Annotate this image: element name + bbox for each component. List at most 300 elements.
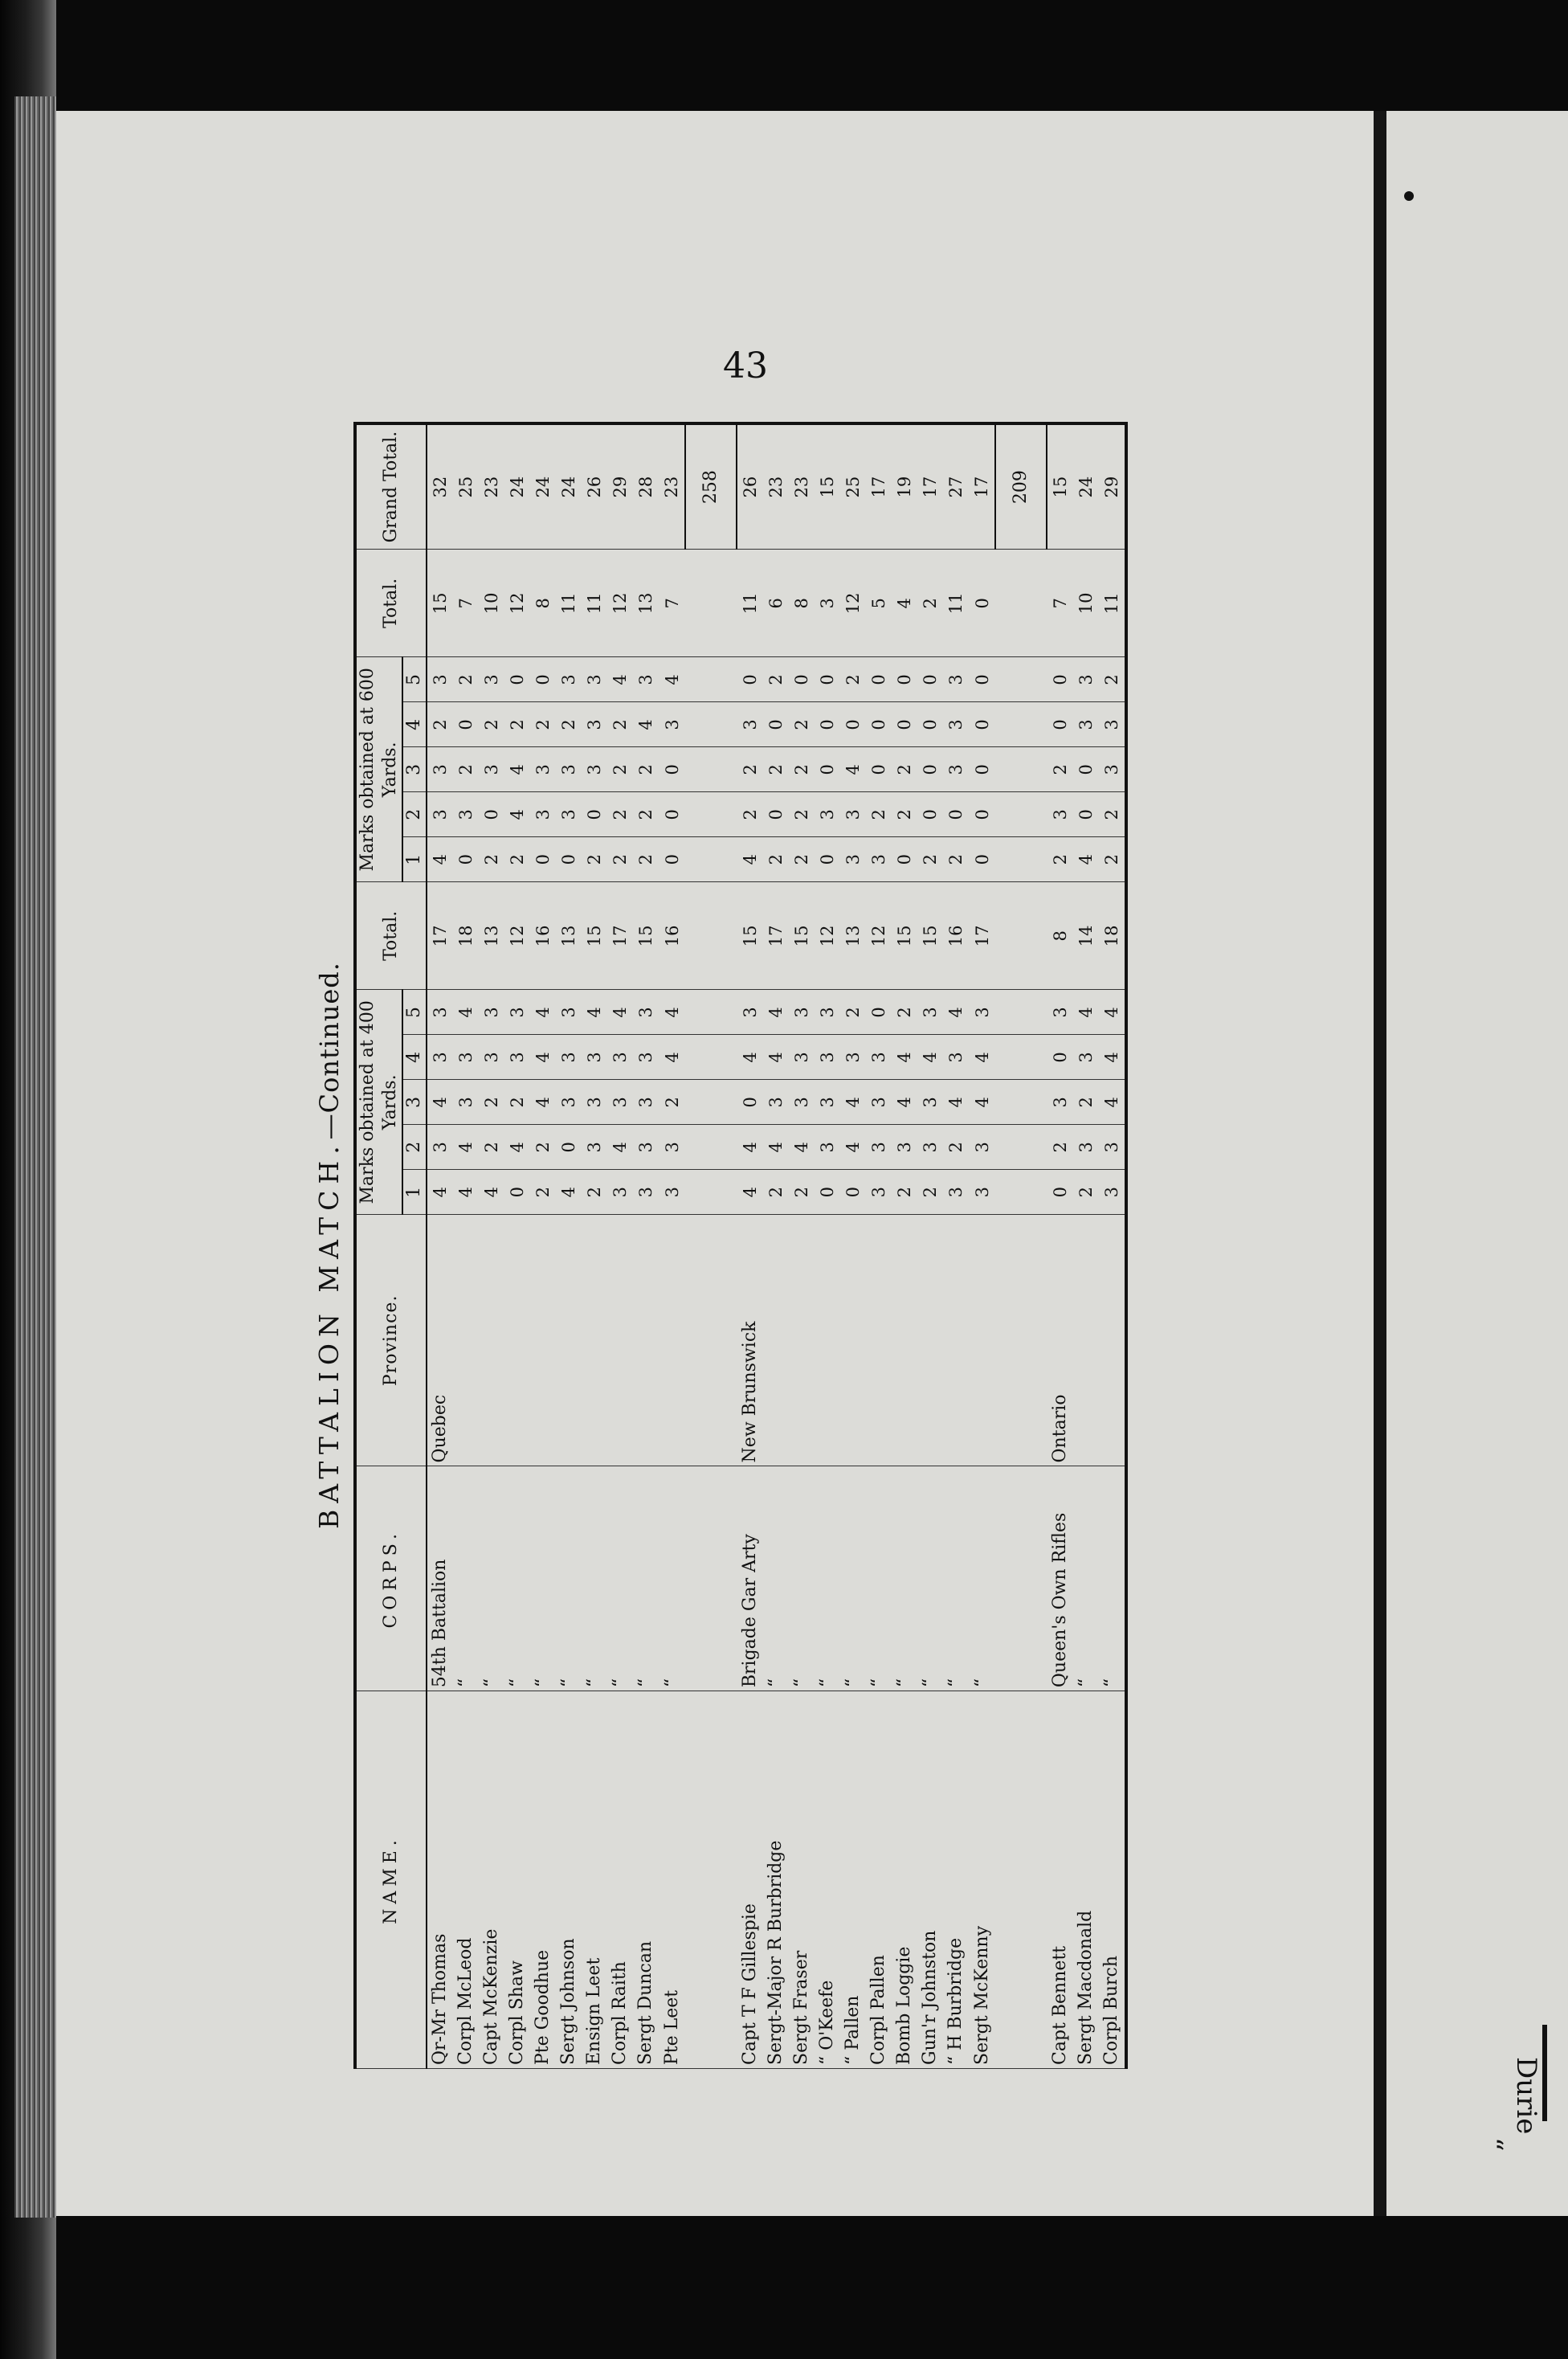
table-row — [1073, 423, 1099, 2069]
total-400: 17 — [607, 882, 633, 990]
total-400: 15 — [737, 882, 763, 990]
score-400: 4 — [530, 990, 556, 1035]
score-600: 2 — [943, 837, 969, 882]
score-600: 2 — [479, 837, 504, 882]
score-600: 0 — [866, 747, 892, 792]
score-400: 3 — [969, 1170, 995, 1215]
score-600: 2 — [607, 792, 633, 837]
score-400: 4 — [840, 1080, 866, 1125]
score-400: 3 — [789, 990, 815, 1035]
grand-total: 24 — [530, 423, 556, 550]
score-600: 2 — [892, 792, 917, 837]
score-600: 4 — [427, 837, 453, 882]
ink-dot — [1404, 191, 1414, 201]
shot-header: 5 — [402, 657, 427, 702]
score-400: 3 — [582, 1080, 607, 1125]
score-600: 0 — [917, 657, 943, 702]
score-600: 3 — [1047, 792, 1073, 837]
score-400: 3 — [453, 1035, 479, 1080]
grand-total: 19 — [892, 423, 917, 550]
province-cell — [1099, 1215, 1126, 1466]
score-400: 3 — [866, 1125, 892, 1170]
score-400: 4 — [607, 1125, 633, 1170]
total-400: 17 — [427, 882, 453, 990]
name-cell: Corpl Shaw — [504, 1691, 530, 2069]
score-400: 4 — [1099, 990, 1126, 1035]
corps-cell: “ — [892, 1466, 917, 1691]
score-600: 0 — [892, 657, 917, 702]
score-600: 0 — [840, 702, 866, 747]
spacer-cell — [685, 1691, 737, 2069]
table-row — [1099, 423, 1126, 2069]
province-cell — [917, 1215, 943, 1466]
score-600: 2 — [789, 747, 815, 792]
province-cell — [840, 1215, 866, 1466]
name-cell: Qr-Mr Thomas — [427, 1691, 453, 2069]
score-600: 2 — [607, 837, 633, 882]
score-400: 0 — [556, 1125, 582, 1170]
spacer-cell — [995, 882, 1047, 990]
total-400: 17 — [969, 882, 995, 990]
score-600: 0 — [659, 747, 685, 792]
table-row — [556, 423, 582, 2069]
score-400: 3 — [1099, 1125, 1126, 1170]
spacer-cell — [685, 657, 737, 702]
score-400: 3 — [556, 990, 582, 1035]
score-600: 3 — [479, 747, 504, 792]
score-600: 2 — [607, 702, 633, 747]
score-400: 4 — [607, 990, 633, 1035]
score-600: 0 — [969, 792, 995, 837]
total-600: 0 — [969, 550, 995, 657]
spacer-cell — [995, 550, 1047, 657]
table-row — [917, 423, 943, 2069]
grand-total: 23 — [479, 423, 504, 550]
group-subtotal: 209 — [995, 423, 1047, 550]
total-400: 12 — [815, 882, 840, 990]
score-600: 3 — [840, 837, 866, 882]
score-600: 2 — [737, 747, 763, 792]
spacer-cell — [995, 702, 1047, 747]
score-600: 2 — [1099, 792, 1126, 837]
score-600: 2 — [1099, 837, 1126, 882]
score-400: 3 — [1073, 1035, 1099, 1080]
score-600: 0 — [1073, 747, 1099, 792]
spacer-cell — [995, 792, 1047, 837]
total-400: 13 — [556, 882, 582, 990]
score-400: 3 — [633, 1125, 659, 1170]
score-400: 0 — [866, 990, 892, 1035]
score-400: 2 — [892, 990, 917, 1035]
score-400: 2 — [530, 1170, 556, 1215]
grand-total: 27 — [943, 423, 969, 550]
score-400: 4 — [504, 1125, 530, 1170]
spacer-cell — [995, 1215, 1047, 1466]
score-400: 4 — [892, 1035, 917, 1080]
score-600: 3 — [943, 702, 969, 747]
score-600: 3 — [582, 657, 607, 702]
score-600: 0 — [1047, 702, 1073, 747]
score-600: 0 — [969, 657, 995, 702]
score-400: 2 — [1073, 1170, 1099, 1215]
grand-total: 25 — [840, 423, 866, 550]
grand-total: 28 — [633, 423, 659, 550]
score-400: 2 — [892, 1170, 917, 1215]
total-600: 13 — [633, 550, 659, 657]
total-600: 11 — [943, 550, 969, 657]
score-400: 3 — [917, 990, 943, 1035]
total-600: 12 — [504, 550, 530, 657]
score-600: 0 — [917, 702, 943, 747]
score-600: 4 — [504, 747, 530, 792]
score-400: 3 — [633, 990, 659, 1035]
grand-total: 23 — [789, 423, 815, 550]
score-600: 2 — [633, 792, 659, 837]
name-cell: Capt McKenzie — [479, 1691, 504, 2069]
corps-cell: “ — [969, 1466, 995, 1691]
score-600: 0 — [659, 792, 685, 837]
score-400: 4 — [892, 1080, 917, 1125]
score-600: 0 — [969, 837, 995, 882]
score-600: 2 — [453, 657, 479, 702]
spacer-cell — [995, 747, 1047, 792]
shot-header: 1 — [402, 1170, 427, 1215]
corps-cell: 54th Battalion — [427, 1466, 453, 1691]
score-400: 3 — [427, 1035, 453, 1080]
score-400: 3 — [582, 1125, 607, 1170]
score-400: 4 — [969, 1035, 995, 1080]
province-cell — [582, 1215, 607, 1466]
score-400: 3 — [789, 1035, 815, 1080]
total-600: 11 — [1099, 550, 1126, 657]
score-600: 2 — [556, 702, 582, 747]
grand-total: 26 — [582, 423, 607, 550]
score-400: 2 — [1047, 1125, 1073, 1170]
heading-continued: —Continued. — [314, 962, 345, 1140]
total-600: 12 — [840, 550, 866, 657]
score-400: 4 — [453, 990, 479, 1035]
corps-cell: “ — [556, 1466, 582, 1691]
name-cell: Pte Goodhue — [530, 1691, 556, 2069]
province-cell — [943, 1215, 969, 1466]
score-600: 3 — [866, 837, 892, 882]
score-600: 3 — [737, 702, 763, 747]
score-600: 0 — [815, 747, 840, 792]
score-600: 2 — [789, 792, 815, 837]
score-400: 0 — [815, 1170, 840, 1215]
total-400: 15 — [917, 882, 943, 990]
score-600: 0 — [453, 702, 479, 747]
province-cell: Quebec — [427, 1215, 453, 1466]
corps-cell: “ — [504, 1466, 530, 1691]
spacer-cell — [995, 837, 1047, 882]
score-400: 3 — [556, 1035, 582, 1080]
total-600: 3 — [815, 550, 840, 657]
score-600: 2 — [917, 837, 943, 882]
corps-cell: “ — [917, 1466, 943, 1691]
score-600: 0 — [763, 702, 789, 747]
score-600: 0 — [815, 837, 840, 882]
score-600: 2 — [1099, 657, 1126, 702]
score-400: 3 — [737, 990, 763, 1035]
score-400: 4 — [943, 1080, 969, 1125]
total-600: 10 — [1073, 550, 1099, 657]
spacer-cell — [685, 1170, 737, 1215]
table-row — [969, 423, 995, 2069]
score-600: 3 — [479, 657, 504, 702]
results-table — [353, 422, 1128, 2069]
total-400: 15 — [633, 882, 659, 990]
table-row — [840, 423, 866, 2069]
score-400: 3 — [815, 1035, 840, 1080]
total-600: 8 — [530, 550, 556, 657]
spacer-cell — [685, 990, 737, 1035]
score-600: 2 — [789, 837, 815, 882]
score-400: 2 — [504, 1080, 530, 1125]
total-600: 11 — [556, 550, 582, 657]
score-600: 2 — [789, 702, 815, 747]
score-600: 2 — [504, 837, 530, 882]
spacer-cell — [995, 1035, 1047, 1080]
name-cell: Sergt Duncan — [633, 1691, 659, 2069]
total-400: 17 — [763, 882, 789, 990]
spacer-cell — [685, 792, 737, 837]
score-600: 3 — [633, 657, 659, 702]
name-cell: “ O'Keefe — [815, 1691, 840, 2069]
total-600: 15 — [427, 550, 453, 657]
score-600: 3 — [582, 702, 607, 747]
name-cell: Sergt-Major R Burbridge — [763, 1691, 789, 2069]
grand-total: 29 — [607, 423, 633, 550]
score-400: 3 — [556, 1080, 582, 1125]
score-600: 2 — [763, 657, 789, 702]
corps-cell: “ — [530, 1466, 556, 1691]
total-600: 8 — [789, 550, 815, 657]
grand-total: 15 — [815, 423, 840, 550]
score-400: 3 — [633, 1080, 659, 1125]
score-600: 2 — [737, 792, 763, 837]
score-400: 3 — [815, 990, 840, 1035]
score-600: 0 — [530, 837, 556, 882]
score-600: 0 — [1047, 657, 1073, 702]
score-400: 3 — [1047, 990, 1073, 1035]
score-400: 2 — [479, 1080, 504, 1125]
score-600: 2 — [763, 837, 789, 882]
score-600: 2 — [763, 747, 789, 792]
score-400: 4 — [763, 1125, 789, 1170]
score-400: 4 — [840, 1125, 866, 1170]
total-400: 15 — [892, 882, 917, 990]
col-grand-total: Grand Total. — [355, 423, 427, 550]
name-cell: Bomb Loggie — [892, 1691, 917, 2069]
score-600: 3 — [530, 792, 556, 837]
score-600: 0 — [659, 837, 685, 882]
score-400: 4 — [763, 990, 789, 1035]
shot-header: 5 — [402, 990, 427, 1035]
score-600: 3 — [943, 747, 969, 792]
score-600: 2 — [504, 702, 530, 747]
score-400: 3 — [763, 1080, 789, 1125]
score-400: 2 — [840, 990, 866, 1035]
score-400: 4 — [582, 990, 607, 1035]
spacer-cell — [995, 1691, 1047, 2069]
spacer-cell — [995, 990, 1047, 1035]
total-400: 15 — [789, 882, 815, 990]
score-400: 4 — [737, 1170, 763, 1215]
score-600: 4 — [504, 792, 530, 837]
grand-total: 23 — [763, 423, 789, 550]
score-600: 0 — [969, 702, 995, 747]
spacer-cell — [685, 837, 737, 882]
score-600: 2 — [1047, 837, 1073, 882]
province-cell — [607, 1215, 633, 1466]
score-400: 4 — [453, 1125, 479, 1170]
spacer-cell — [685, 1125, 737, 1170]
total-600: 7 — [659, 550, 685, 657]
score-400: 4 — [556, 1170, 582, 1215]
score-600: 3 — [840, 792, 866, 837]
province-cell — [815, 1215, 840, 1466]
province-cell — [969, 1215, 995, 1466]
table-row — [479, 423, 504, 2069]
score-400: 4 — [1099, 1035, 1126, 1080]
score-600: 3 — [1099, 702, 1126, 747]
score-600: 0 — [763, 792, 789, 837]
grand-total: 23 — [659, 423, 685, 550]
table-row — [866, 423, 892, 2069]
col-total-600: Total. — [355, 550, 427, 657]
score-400: 2 — [943, 1125, 969, 1170]
grand-total: 32 — [427, 423, 453, 550]
right-page-quote: “ — [1476, 2137, 1509, 2152]
score-600: 2 — [607, 747, 633, 792]
corps-cell: “ — [582, 1466, 607, 1691]
table-row — [530, 423, 556, 2069]
corps-cell: “ — [840, 1466, 866, 1691]
total-400: 8 — [1047, 882, 1073, 990]
total-400: 12 — [866, 882, 892, 990]
shot-header: 3 — [402, 1080, 427, 1125]
score-600: 0 — [943, 792, 969, 837]
score-600: 3 — [556, 657, 582, 702]
score-600: 0 — [866, 702, 892, 747]
score-400: 3 — [607, 1170, 633, 1215]
right-page-rule — [1542, 2025, 1547, 2121]
name-cell: Ensign Leet — [582, 1691, 607, 2069]
corps-cell: “ — [789, 1466, 815, 1691]
score-400: 3 — [789, 1080, 815, 1125]
score-400: 4 — [479, 1170, 504, 1215]
score-400: 3 — [892, 1125, 917, 1170]
score-400: 3 — [633, 1170, 659, 1215]
score-600: 3 — [1099, 747, 1126, 792]
score-600: 0 — [815, 657, 840, 702]
total-400: 18 — [1099, 882, 1126, 990]
score-600: 3 — [582, 747, 607, 792]
spacer-cell — [995, 1466, 1047, 1691]
total-600: 10 — [479, 550, 504, 657]
shot-header: 2 — [402, 792, 427, 837]
score-400: 4 — [453, 1170, 479, 1215]
score-600: 2 — [633, 747, 659, 792]
col-province: Province. — [355, 1215, 427, 1466]
total-400: 14 — [1073, 882, 1099, 990]
corps-cell: “ — [866, 1466, 892, 1691]
score-400: 2 — [917, 1170, 943, 1215]
col-name: NAME. — [355, 1691, 427, 2069]
score-600: 4 — [1073, 837, 1099, 882]
table-row — [737, 423, 763, 2069]
name-cell: Pte Leet — [659, 1691, 685, 2069]
score-400: 3 — [504, 1035, 530, 1080]
score-400: 3 — [659, 1125, 685, 1170]
score-600: 0 — [866, 657, 892, 702]
score-400: 3 — [866, 1080, 892, 1125]
score-600: 0 — [917, 792, 943, 837]
grand-total: 25 — [453, 423, 479, 550]
shot-header: 4 — [402, 702, 427, 747]
score-400: 4 — [789, 1125, 815, 1170]
shot-header: 1 — [402, 837, 427, 882]
rotated-table-region — [313, 422, 1217, 2069]
shot-header: 3 — [402, 747, 427, 792]
score-600: 0 — [479, 792, 504, 837]
score-400: 2 — [763, 1170, 789, 1215]
col-marks-600: Marks obtained at 600 Yards. — [355, 657, 402, 882]
province-cell — [556, 1215, 582, 1466]
total-600: 5 — [866, 550, 892, 657]
score-600: 3 — [815, 792, 840, 837]
score-600: 0 — [815, 702, 840, 747]
spacer-cell — [685, 1466, 737, 1691]
table-row — [1047, 423, 1073, 2069]
table-row — [815, 423, 840, 2069]
total-400: 13 — [479, 882, 504, 990]
total-400: 13 — [840, 882, 866, 990]
score-600: 2 — [840, 657, 866, 702]
spacer-cell — [685, 747, 737, 792]
score-600: 2 — [633, 837, 659, 882]
score-600: 3 — [556, 747, 582, 792]
total-600: 6 — [763, 550, 789, 657]
name-cell: Capt T F Gillespie — [737, 1691, 763, 2069]
score-600: 0 — [582, 792, 607, 837]
name-cell: “ H Burbridge — [943, 1691, 969, 2069]
score-400: 3 — [1099, 1170, 1126, 1215]
grand-total: 26 — [737, 423, 763, 550]
score-600: 3 — [1073, 702, 1099, 747]
score-400: 3 — [1073, 1125, 1099, 1170]
score-400: 4 — [427, 1080, 453, 1125]
page-gutter — [1374, 111, 1386, 2216]
score-600: 3 — [427, 747, 453, 792]
score-600: 2 — [582, 837, 607, 882]
score-400: 0 — [1047, 1170, 1073, 1215]
score-600: 2 — [427, 702, 453, 747]
score-400: 2 — [789, 1170, 815, 1215]
spacer-cell — [995, 1125, 1047, 1170]
name-cell: Capt Bennett — [1047, 1691, 1073, 2069]
province-cell: Ontario — [1047, 1215, 1073, 1466]
total-600: 7 — [453, 550, 479, 657]
table-row — [763, 423, 789, 2069]
name-cell: Corpl Pallen — [866, 1691, 892, 2069]
province-cell — [659, 1215, 685, 1466]
score-400: 2 — [582, 1170, 607, 1215]
score-600: 2 — [453, 747, 479, 792]
spacer-cell — [685, 702, 737, 747]
score-400: 0 — [737, 1080, 763, 1125]
